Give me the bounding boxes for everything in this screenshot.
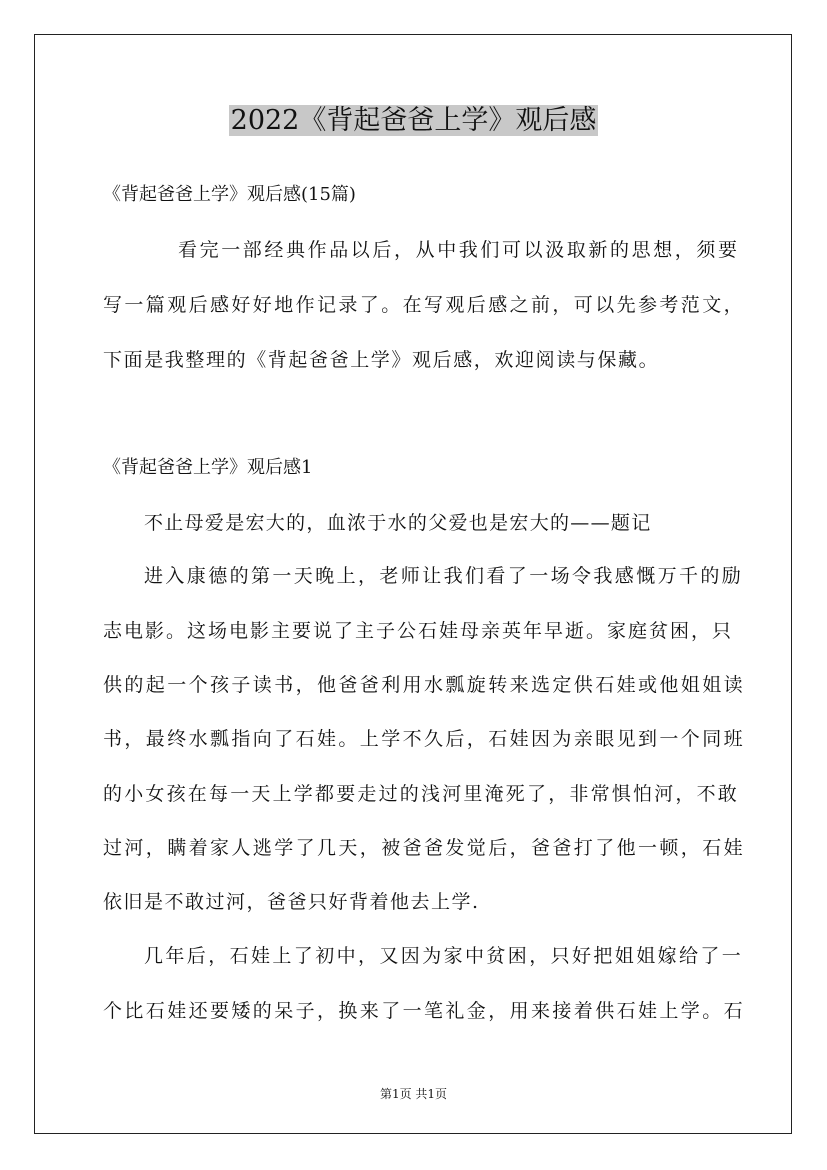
paragraph-line: 个比石娃还要矮的呆子，换来了一笔礼金，用来接着供石娃上学。石: [103, 1000, 746, 1022]
intro-line-2: 写一篇观后感好好地作记录了。在写观后感之前，可以先参考范文，: [103, 294, 746, 316]
section-heading: 《背起爸爸上学》观后感1: [103, 457, 313, 478]
paragraph-line: 的小女孩在每一天上学都要走过的浅河里淹死了，非常惧怕河，不敢: [103, 783, 740, 805]
document-subtitle: 《背起爸爸上学》观后感(15篇): [103, 184, 356, 205]
paragraph-line: 供的起一个孩子读书，他爸爸利用水瓢旋转来选定供石娃或他姐姐读: [103, 674, 746, 696]
paragraph-line: 进入康德的第一天晚上，老师让我们看了一场令我感慨万千的励: [144, 565, 744, 587]
intro-line-1: 看完一部经典作品以后，从中我们可以汲取新的思想，须要: [178, 239, 740, 261]
paragraph-line: 几年后，石娃上了初中，又因为家中贫困，只好把姐姐嫁给了一: [144, 945, 744, 967]
paragraph-line: 书，最终水瓢指向了石娃。上学不久后，石娃因为亲眼见到一个同班: [103, 728, 746, 750]
page-footer: 第1页 共1页: [379, 1087, 448, 1101]
epigraph-quote: 不止母爱是宏大的，血浓于水的父爱也是宏大的——题记: [144, 512, 652, 534]
intro-line-3: 下面是我整理的《背起爸爸上学》观后感，欢迎阅读与保藏。: [103, 349, 660, 371]
paragraph-line: 依旧是不敢过河，爸爸只好背着他去上学.: [103, 891, 480, 913]
document-title: [0, 100, 827, 142]
paragraph-line: 过河，瞒着家人逃学了几天，被爸爸发觉后，爸爸打了他一顿，石娃: [103, 837, 746, 859]
document-title-text: 2022《背起爸爸上学》观后感: [230, 105, 597, 136]
paragraph-line: 志电影。这场电影主要说了主子公石娃母亲英年早逝。家庭贫困，只: [103, 620, 734, 642]
